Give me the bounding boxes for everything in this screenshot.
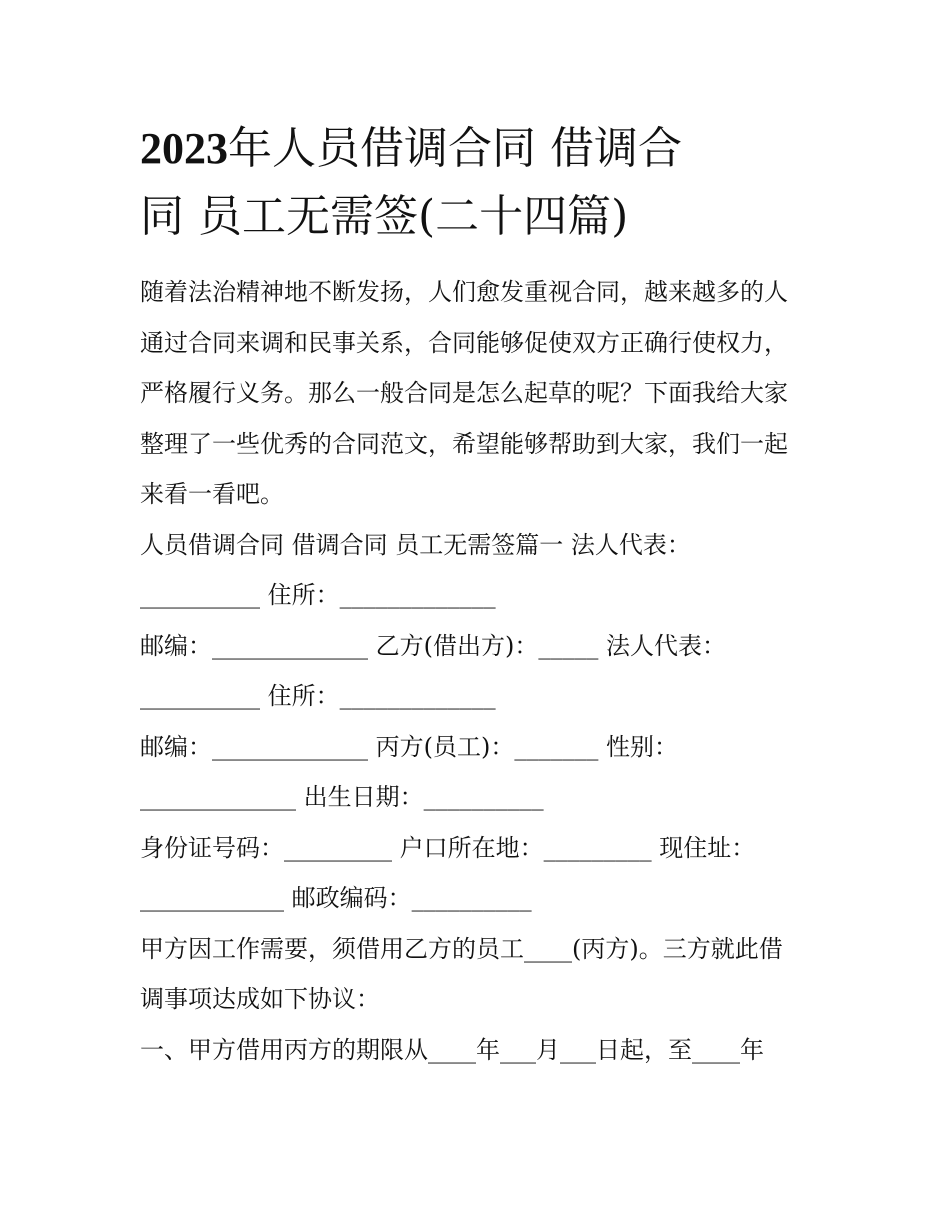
form-field-line: _____________ 出生日期：__________ <box>140 783 544 811</box>
paragraph-line: 甲方因工作需要，须借用乙方的员工____(丙方)。三方就此借 <box>140 934 783 963</box>
paragraph-line: 来看一看吧。 <box>140 480 284 508</box>
title-year: 2023 <box>140 124 228 173</box>
paragraph-line: 调事项达成如下协议： <box>140 985 380 1013</box>
form-field-line: __________ 住所：_____________ <box>140 682 496 710</box>
title-line-2-text: 同 员工无需签(二十四篇) <box>140 191 629 242</box>
title-line-1-text: 年人员借调合同 借调合 <box>228 123 682 174</box>
paragraph-line: 通过合同来调和民事关系，合同能够促使双方正确行使权力， <box>140 328 788 357</box>
paragraph-line: 严格履行义务。那么一般合同是怎么起草的呢？下面我给大家 <box>140 379 788 407</box>
form-field-line: 邮编：_____________ 乙方(借出方)：_____ 法人代表： <box>140 631 726 660</box>
paragraph-line: 整理了一些优秀的合同范文，希望能够帮助到大家，我们一起 <box>140 429 788 458</box>
form-field-line: 身份证号码：_________ 户口所在地：_________ 现住址： <box>140 833 756 862</box>
form-field-line: 邮编：_____________ 丙方(员工)：_______ 性别： <box>140 732 678 761</box>
document-title <box>140 115 830 251</box>
form-field-line: ____________ 邮政编码：__________ <box>140 884 532 912</box>
section-heading-line: 人员借调合同 借调合同 员工无需签篇一 法人代表： <box>140 530 691 559</box>
clause-line: 一、甲方借用丙方的期限从____年___月___日起，至____年 <box>140 1035 764 1064</box>
paragraph-line: 随着法治精神地不断发扬，人们愈发重视合同，越来越多的人 <box>140 278 788 306</box>
document-body <box>140 267 830 1075</box>
form-field-line: __________ 住所：_____________ <box>140 581 496 609</box>
document-page <box>140 115 830 1075</box>
